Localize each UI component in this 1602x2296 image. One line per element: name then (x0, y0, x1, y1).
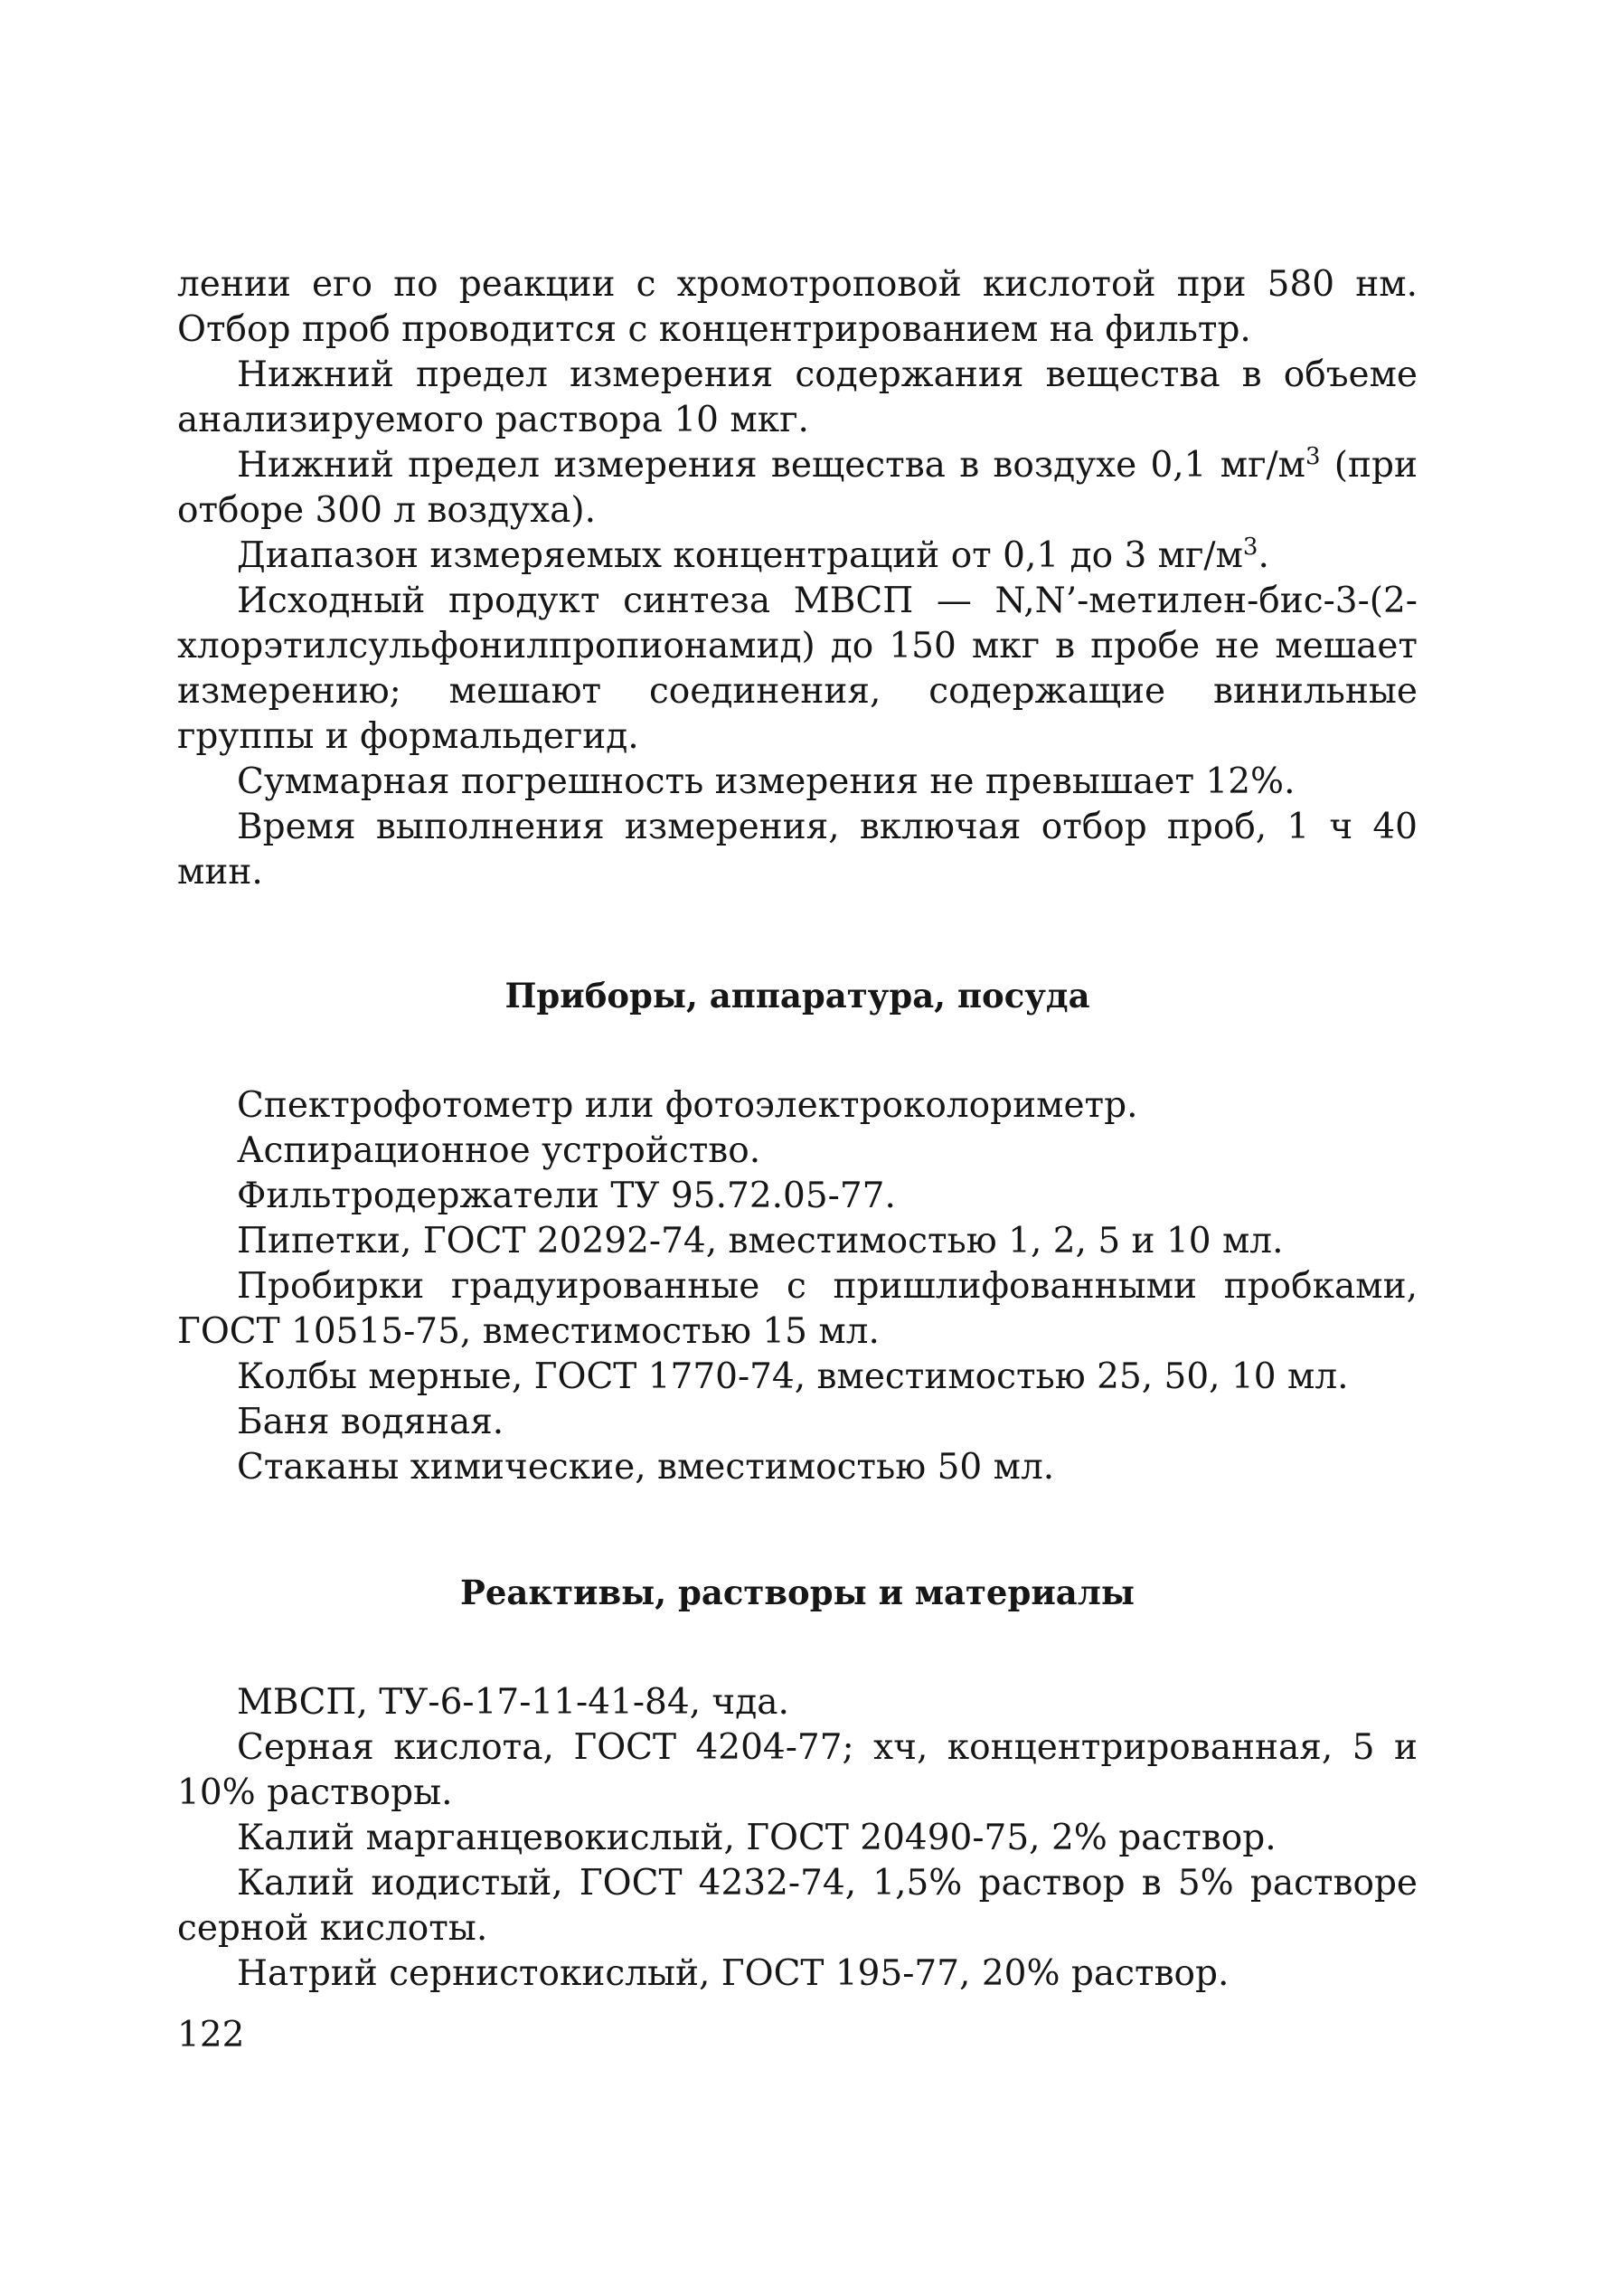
paragraph-duration: Время выполнения измерения, включая отбор проб, 1 ч 40 мин. (177, 807, 1418, 893)
list-item: Стаканы химические, вместимостью 50 мл. (237, 1447, 1055, 1488)
list-item: Баня водяная. (237, 1402, 504, 1442)
list-item: Пипетки, ГОСТ 20292-74, вместимостью 1, 2, 5 и 10 мл. (237, 1221, 1284, 1261)
paragraph-range (177, 534, 1418, 579)
paragraph-interference: Исходный продукт синтеза МВСП — N,N’-метилен-бис-3-(2-хлорэтилсульфонилпропионамид) до 150 мкг в пробе не мешает измерению; мешают соединения, содержащие винильные группы и формальдегид. (177, 581, 1418, 757)
list-item: Серная кислота, ГОСТ 4204-77; хч, концентрированная, 5 и 10% растворы. (177, 1727, 1418, 1813)
superscript-three: 3 (1305, 443, 1321, 470)
list-item: Пробирки градуированные с пришлифованными пробками, ГОСТ 10515-75, вместимостью 15 мл. (177, 1266, 1418, 1352)
paragraph-lower-limit-solution: Нижний предел измерения содержания вещества в объеме анализируемого раствора 10 мкг. (177, 354, 1418, 440)
list-item: Калий марганцевокислый, ГОСТ 20490-75, 2% раствор. (237, 1818, 1277, 1858)
paragraph-continuation: лении его по реакции с хромотроповой кислотой при 580 нм. Отбор проб проводится с концентрированием на фильтр. (177, 264, 1418, 350)
apparatus-list (177, 1083, 1418, 1490)
list-item: Аспирационное устройство. (237, 1130, 761, 1171)
list-item: Колбы мерные, ГОСТ 1770-74, вместимостью 25, 50, 10 мл. (237, 1356, 1349, 1397)
paragraph-lower-limit-air-text: Нижний предел измерения вещества в воздухе 0,1 мг/м (237, 445, 1305, 486)
paragraph-error: Суммарная погрешность измерения не превышает 12%. (237, 761, 1296, 802)
list-item: Калий иодистый, ГОСТ 4232-74, 1,5% раствор в 5% растворе серной кислоты. (177, 1863, 1418, 1949)
list-item: Фильтродержатели ТУ 95.72.05-77. (237, 1176, 896, 1216)
paragraph-lower-limit-air-tail: (при отборе 300 л воздуха). (177, 445, 1418, 531)
list-item: Спектрофотометр или фотоэлектроколориметр. (237, 1085, 1138, 1126)
paragraph-lower-limit-air (177, 443, 1418, 534)
list-item: МВСП, ТУ-6-17-11-41-84, чда. (237, 1682, 789, 1723)
section-title-apparatus: Приборы, аппаратура, посуда (504, 976, 1090, 1016)
paragraph-range-text: Диапазон измеряемых концентраций от 0,1 до 3 мг/м (237, 535, 1243, 576)
paragraph-range-tail: . (1258, 535, 1269, 576)
superscript-three: 3 (1242, 534, 1258, 561)
reagents-list (177, 1680, 1418, 1997)
page-number: 122 (177, 2015, 245, 2055)
document-page (177, 262, 1418, 1997)
section-title-reagents: Реактивы, растворы и материалы (460, 1573, 1135, 1612)
list-item: Натрий сернистокислый, ГОСТ 195-77, 20% раствор. (237, 1953, 1230, 1994)
